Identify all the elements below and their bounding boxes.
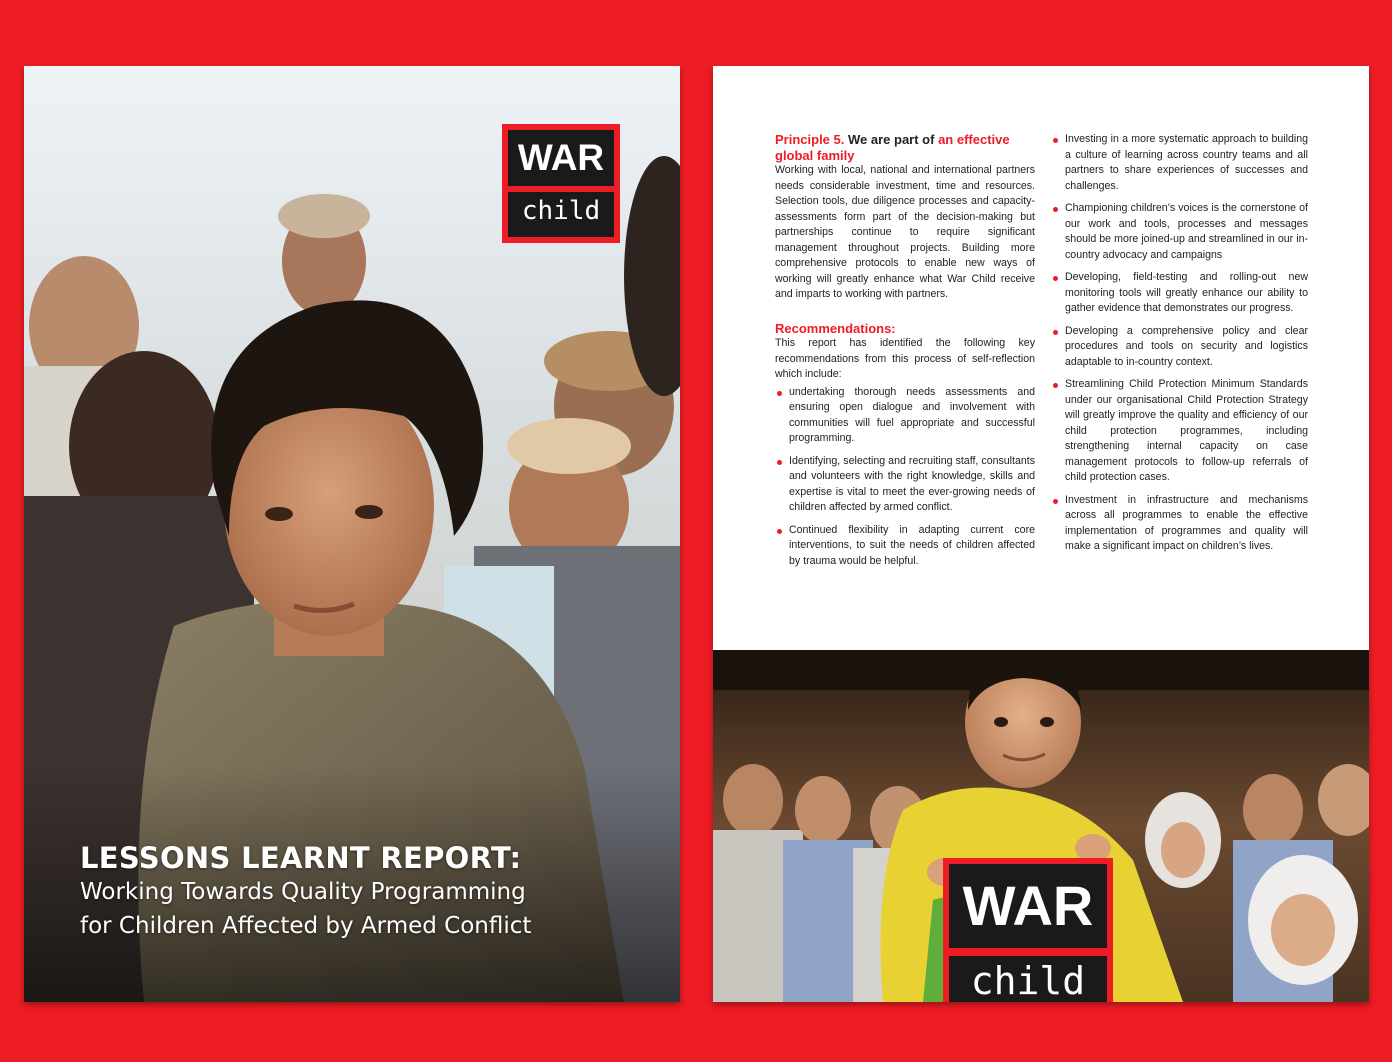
sign-war-text: WAR: [962, 874, 1094, 937]
inner-photo: [713, 650, 1369, 1002]
cover-title-line3: for Children Affected by Armed Conflict: [80, 913, 532, 939]
sign-child-text: child: [970, 959, 1086, 1002]
logo-child-text: child: [521, 196, 601, 226]
list-item: Investment in infrastructure and mechanisms across all programmes to enable the effective implementation of programmes and quality will make a significant impact on children’s lives.: [1051, 493, 1308, 555]
principle-text-dark: We are part of: [848, 132, 935, 147]
recommendations-list-right: [1051, 132, 1308, 555]
list-item: undertaking thorough needs assessments and ensuring open dialogue and involvement with communities will fuel appropriate and successful programming.: [775, 385, 1035, 447]
recommendations-heading: Recommendations:: [775, 320, 896, 336]
war-child-sign: [943, 858, 1113, 1002]
right-column: [1051, 132, 1308, 562]
list-item: Developing a comprehensive policy and clear procedures and tools on security and logistics adaptable to in-country context.: [1051, 324, 1308, 371]
list-item: Championing children’s voices is the cornerstone of our work and tools, processes and messages should be more joined-up and streamlined in our in-country advocacy and campaigns: [1051, 201, 1308, 263]
cover-title-line2: Working Towards Quality Programming: [80, 879, 526, 905]
logo-war-text: WAR: [517, 137, 605, 178]
cover-title: [80, 841, 531, 943]
principle-text-red: an effective global family: [775, 132, 1010, 163]
list-item: Continued flexibility in adapting current core interventions, to suit the needs of children affected by trauma would be helpful.: [775, 523, 1035, 570]
recommendations-list-left: [775, 385, 1035, 570]
principle-body: Working with local, national and international partners needs considerable investment, time and resources. Selection tools, due diligence processes and capacity-assessments form part of the decision-making but partnerships continue to require significant management throughout projects. Building more comprehensive protocols to enable new ways of working will greatly enhance what War Child receive and imparts to working with partners.: [775, 164, 1035, 300]
inner-page: [713, 66, 1369, 1002]
left-column: [775, 132, 1035, 576]
cover-title-line1: LESSONS LEARNT REPORT:: [80, 841, 522, 875]
list-item: Streamlining Child Protection Minimum Standards under our organisational Child Protection Strategy will greatly improve the quality and efficiency of our child protection programmes, including strengthening internal capacity on case management protocols to follow-up referrals of child protection cases.: [1051, 377, 1308, 486]
war-child-logo: [502, 124, 620, 243]
list-item: Developing, field-testing and rolling-out new monitoring tools will greatly enhance our ability to gather evidence that demonstrates our progress.: [1051, 270, 1308, 317]
principle-heading: [775, 132, 1035, 163]
recommendations-intro: This report has identified the following key recommendations from this process of self-reflection which include:: [775, 337, 1035, 380]
list-item: Investing in a more systematic approach to building a culture of learning across country teams and all partners to share experiences of successes and challenges.: [1051, 132, 1308, 194]
list-item: Identifying, selecting and recruiting staff, consultants and volunteers with the right knowledge, skills and expertise is vital to meet the ever-growing needs of children affected by armed conflict.: [775, 454, 1035, 516]
cover-page: [24, 66, 680, 1002]
principle-label: Principle 5.: [775, 132, 845, 147]
